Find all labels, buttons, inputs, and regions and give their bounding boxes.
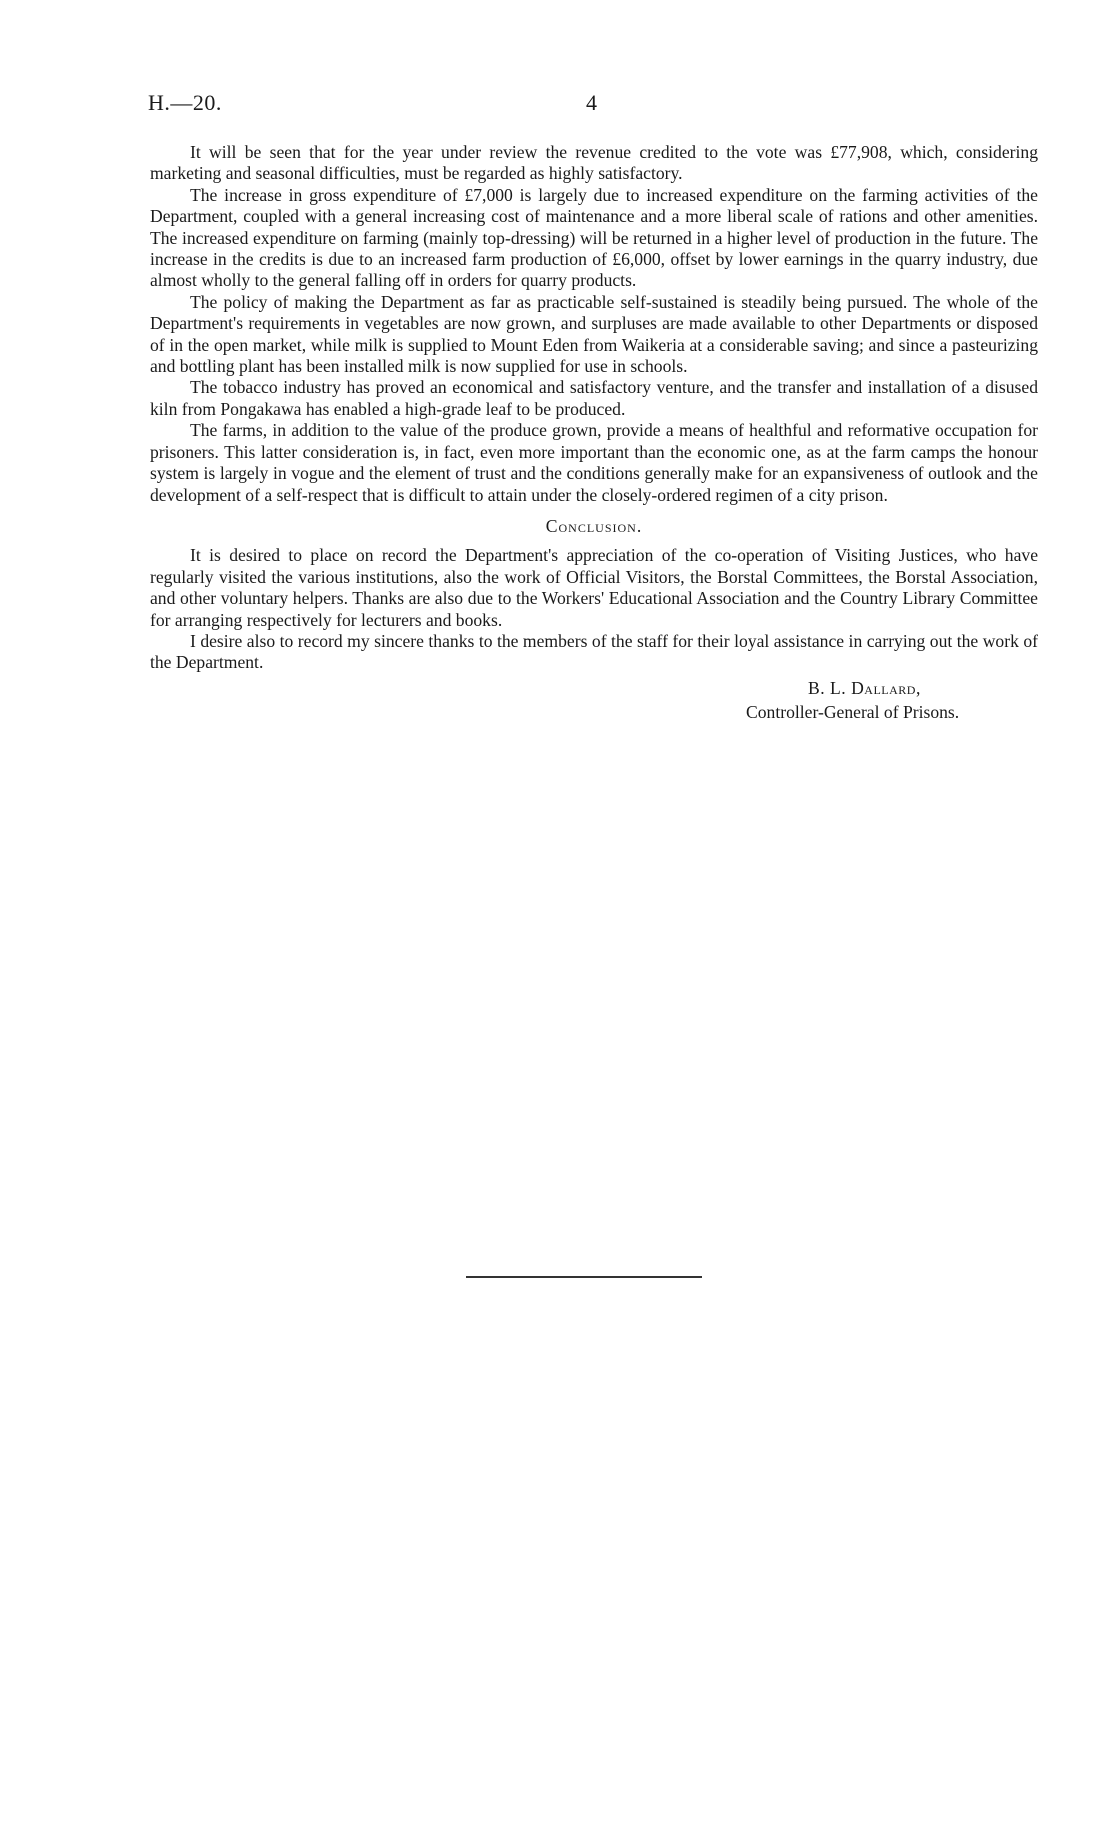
signatory-name: B. L. Dallard, [808,677,921,698]
paragraph-expenditure: The increase in gross expenditure of £7,000 is largely due to increased expenditure on the farming activities of the Department, coupled with a general increasing cost of maintenance and a more liberal scale of rations and other amenities. The increased expenditure on farming (mainly top-dressing) will be returned in a higher level of production in the future. The increase in the credits is due to an increased farm production of £6,000, offset by lower earnings in the quarry industry, due almost wholly to the general falling off in orders for quarry products. [150,184,1038,291]
paragraph-farms: The farms, in addition to the value of the produce grown, provide a means of healthful and reformative occupation for prisoners. This latter consideration is, in fact, even more important than the economic one, as at the farm camps the honour system is largely in vogue and the element of trust and the conditions generally make for an expansiveness of outlook and the development of a self-respect that is difficult to attain under the closely-ordered regimen of a city prison. [150,420,1038,505]
closing-rule [466,1276,702,1278]
paragraph-self-sustained-policy: The policy of making the Department as far as practicable self-sustained is steadily being pursued. The whole of the Department's requirements in vegetables are now grown, and surpluses are made available to other Departments or disposed of in the open market, while milk is supplied to Mount Eden from Waikeria at a considerable saving; and since a pasteurizing and bottling plant has been installed milk is now supplied for use in schools. [150,291,1038,377]
document-reference: H.—20. [148,90,222,115]
signature-block [746,676,1038,724]
page-number: 4 [586,90,597,115]
paragraph-revenue: It will be seen that for the year under review the revenue credited to the vote was £77,908, which, considering marketing and seasonal difficulties, must be regarded as highly satisfactory. [150,142,1038,184]
signatory-title: Controller-General of Prisons. [746,701,960,722]
paragraph-staff-thanks: I desire also to record my sincere thanks to the members of the staff for their loyal assistance in carrying out the work of the Department. [150,630,1038,673]
document-body [150,142,1038,724]
paragraph-appreciation: It is desired to place on record the Department's appreciation of the co-operation of Visiting Justices, who have regularly visited the various institutions, also the work of Official Visitors, the Borstal Committees, the Borstal Association, and other voluntary helpers. Thanks are also due to the Workers' Educational Association and the Country Library Committee for arranging respectively for lecturers and books. [150,545,1038,630]
paragraph-tobacco-industry: The tobacco industry has proved an economical and satisfactory venture, and the transfer and installation of a disused kiln from Pongakawa has enabled a high-grade leaf to be produced. [150,377,1038,419]
conclusion-heading: Conclusion. [545,515,643,536]
